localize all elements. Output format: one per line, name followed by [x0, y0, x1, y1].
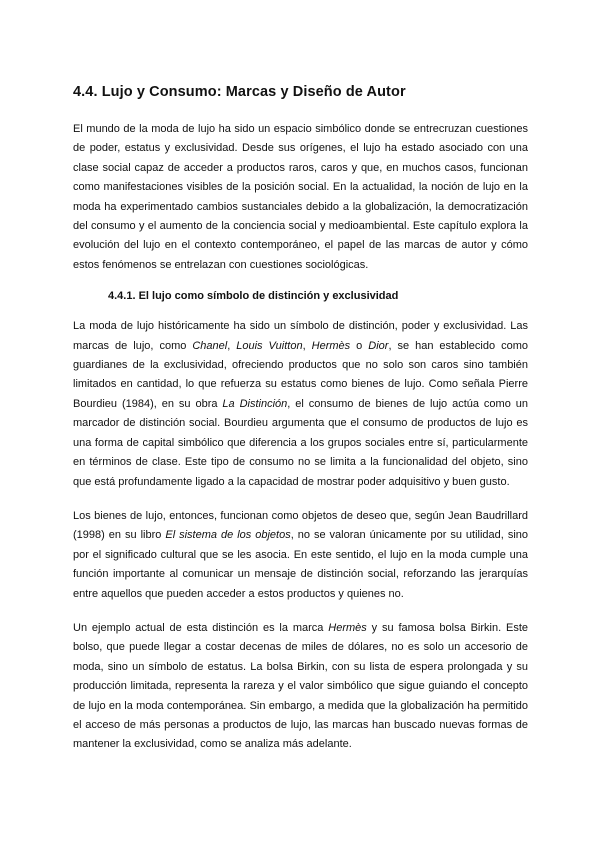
text-run: La moda de lujo históricamente ha sido un símbolo de distinción, poder y exclusividad. Las marcas de lujo, como — [73, 320, 528, 352]
text-run: , se han establecido como guardianes de la exclusividad, ofreciendo productos que no solo son caros sino también limitados en cantidad, lo que refuerza su estatus como bienes de lujo. Como señala Pierre Bourdieu (1984), en su obra — [73, 339, 528, 410]
brand-dior: Dior — [368, 339, 389, 352]
text-run: , no se valoran únicamente por su utilidad, sino por el significado cultural que se les asocia. En este sentido, el lujo en la moda cumple una función importante al comunicar un mensaje de distinción social, reforzando las jerarquías entre aquellos que pueden acceder a estos productos y quienes no. — [73, 529, 529, 600]
text-run: , — [302, 339, 312, 352]
paragraph-baudrillard — [73, 507, 528, 604]
book-title-sistema-objetos: El sistema de los objetos — [165, 529, 291, 542]
text-run: , — [227, 339, 237, 352]
section-heading: 4.4. Lujo y Consumo: Marcas y Diseño de Autor — [73, 84, 406, 100]
subsection-heading: 4.4.1. El lujo como símbolo de distinción y exclusividad — [108, 290, 399, 303]
brand-hermes: Hermès — [328, 621, 367, 634]
text-run: o — [350, 339, 369, 352]
brand-louis-vuitton: Louis Vuitton — [236, 339, 303, 352]
paragraph-birkin — [73, 619, 528, 755]
book-title-la-distincion: La Distinción — [222, 397, 288, 410]
document-body — [73, 84, 528, 755]
paragraph-bourdieu — [73, 317, 528, 492]
text-run: Los bienes de lujo, entonces, funcionan como objetos de deseo que, según Jean Baudrillard (1998) en su libro — [73, 509, 528, 542]
text-run: Un ejemplo actual de esta distinción es la marca — [73, 621, 329, 634]
text-run: , el consumo de bienes de lujo actúa como un marcador de distinción social. Bourdieu argumenta que el consumo de productos de lujo es una forma de capital simbólico que diferencia a los grupos sociales entre sí, particularmente en términos de clase. Este tipo de consumo no se limita a la funcionalidad del objeto, sino que está profundamente ligado a la capacidad de mostrar poder adquisitivo y buen gusto. — [73, 397, 528, 488]
intro-paragraph: El mundo de la moda de lujo ha sido un espacio simbólico donde se entrecruzan cuestiones de poder, estatus y exclusividad. Desde sus orígenes, el lujo ha estado asociado con una clase social capaz de acceder a productos raros, caros y que, en muchos casos, funcionan como manifestaciones visibles de la posición social. En la actualidad, la noción de lujo en la moda ha experimentado cambios sustanciales debido a la globalización, la democratización del consumo y el aumento de la conciencia social y medioambiental. Este capítulo explora la evolución del lujo en el contexto contemporáneo, el papel de las marcas de autor y cómo estos fenómenos se entrelazan con cuestiones sociológicas. — [73, 123, 528, 271]
text-run: y su famosa bolsa Birkin. Este bolso, que puede llegar a costar decenas de miles de dólares, no es solo un accesorio de moda, sino un símbolo de estatus. La bolsa Birkin, con su lista de espera prolongada y su producción limitada, representa la rareza y el valor simbólico que sigue guiando el concepto de lujo en la moda contemporánea. Sin embargo, a medida que la globalización ha permitido el acceso de más personas a productos de lujo, las marcas han buscado nuevas formas de mantener la exclusividad, como se analiza más adelante. — [73, 621, 528, 751]
brand-hermes: Hermès — [311, 339, 351, 352]
brand-chanel: Chanel — [192, 339, 228, 352]
